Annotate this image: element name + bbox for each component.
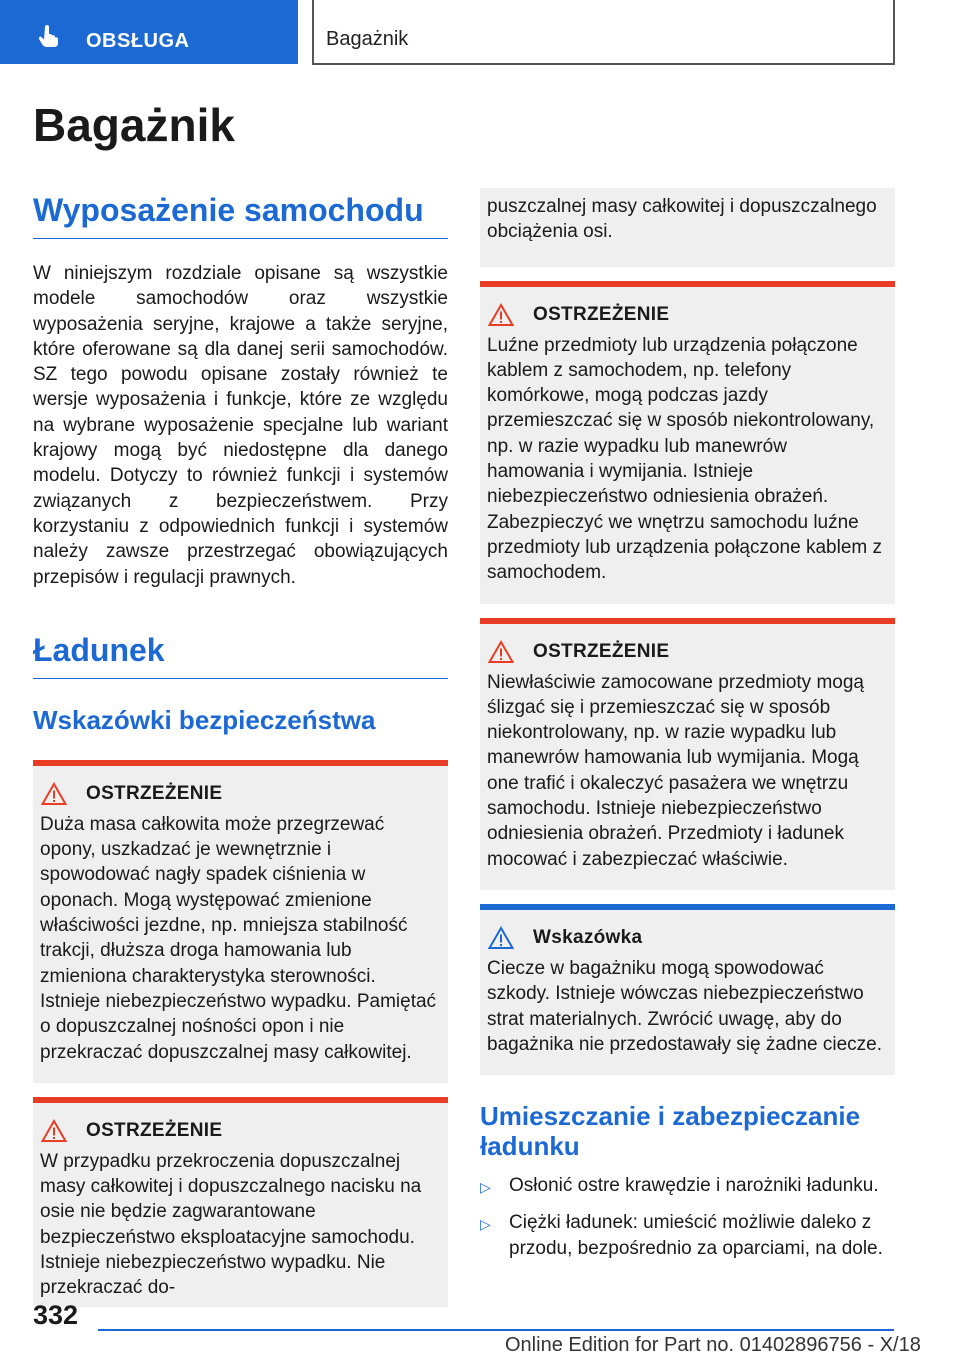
equipment-paragraph: W niniejszym rozdziale opisane są wszystkie modele samochodów oraz wszystkie wyposażenia seryjne, krajowe a także seryjne, które oferowane są dla danej serii samochodów. SZ tego powodu opisane zostały również te wersje wyposażenia i funkcje, które ze względu na wybrane wyposażenie specjalne lub wariant krajowy mogą być niedostępne dla danego modelu. Dotyczy to również funkcji i systemów związanych z bezpieczeństwem. Przy korzystaniu z odpowiednich funkcji i systemów należy zawsze przestrzegać obowiązujących przepisów i regulacji prawnych. xyxy=(33,263,448,588)
warning-triangle-icon xyxy=(41,1119,67,1143)
footer-rule xyxy=(98,1329,894,1331)
warning-box xyxy=(480,618,895,890)
warning-title: OSTRZEŻENIE xyxy=(86,782,223,804)
warning-box-continuation xyxy=(480,188,895,267)
warning-box xyxy=(480,281,895,604)
hand-pointer-icon xyxy=(38,25,60,47)
footer-edition: Online Edition for Part no. 01402896756 - X/18 xyxy=(505,1334,921,1356)
list-item-text: Ciężki ładunek: umieścić możliwie daleko z przodu, bezpośrednio za oparciami, na dole. xyxy=(509,1212,883,1259)
warning-title: OSTRZEŻENIE xyxy=(533,640,670,662)
section-heading-cargo: Ładunek xyxy=(33,630,448,679)
warning-text: W przypadku przekroczenia dopuszczalnej masy całkowitej i dopuszczalnego nacisku na osie nie będzie zagwarantowane bezpieczeństwo eksploatacyjne samochodu. Istnieje niebezpieczeństwo wypadku. Nie przekraczać do- xyxy=(40,1150,422,1299)
note-box xyxy=(480,904,895,1075)
warning-triangle-icon xyxy=(488,640,514,664)
list-item xyxy=(480,1210,895,1261)
warning-triangle-icon xyxy=(488,303,514,327)
warning-box xyxy=(33,1097,448,1307)
stowing-list xyxy=(480,1173,895,1261)
list-item xyxy=(480,1173,895,1200)
section-tab[interactable] xyxy=(0,0,298,64)
header-divider xyxy=(893,0,895,64)
header-underline xyxy=(312,63,895,65)
note-text: Ciecze w bagażniku mogą spowodować szkody. Istnieje wówczas niebezpieczeństwo strat materialnych. Zwrócić uwagę, aby do bagażnika nie przedostawały się żadne ciecze. xyxy=(487,957,883,1055)
warning-title: OSTRZEŻENIE xyxy=(533,303,670,325)
section-heading-equipment: Wyposażenie samochodu xyxy=(33,190,448,239)
right-column xyxy=(480,188,895,1271)
warning-text-continuation: puszczalnej masy całkowitej i dopuszczalnego obciążenia osi. xyxy=(487,196,877,243)
left-column xyxy=(33,190,448,1307)
warning-text: Luźne przedmioty lub urządzenia połączone kablem z samochodem, np. telefony komórkowe, mogą podczas jazdy przemieszczać się w sposób niekontrolowany, np. w razie wypadku lub manewrów hamowania i wymijania. Istnieje niebezpieczeństwo odniesienia obrażeń. Zabezpieczyć we wnętrzu samochodu luźne przedmioty lub urządzenia połączone kablem z samochodem. xyxy=(487,334,882,584)
list-item-text: Osłonić ostre krawędzie i narożniki ładunku. xyxy=(509,1175,879,1197)
subsection-heading-safety: Wskazówki bezpieczeństwa xyxy=(33,704,376,735)
section-label: OBSŁUGA xyxy=(86,30,190,52)
bullet-triangle-icon: ▷ xyxy=(480,1216,491,1233)
note-title: Wskazówka xyxy=(533,926,643,948)
page-number: 332 xyxy=(33,1300,79,1330)
page-title: Bagażnik xyxy=(33,99,235,151)
header-divider xyxy=(312,0,314,64)
warning-text: Niewłaściwie zamocowane przedmioty mogą ślizgać się i przemieszczać się w sposób niekontrolowany, np. w razie wypadku lub manewrów hamowania lub wymijania. Mogą one trafić i okaleczyć pasażera we wnętrzu samochodu. Istnieje niebezpieczeństwo odniesienia obrażeń. Przedmioty i ładunek mocować i zabezpieczać właściwie. xyxy=(487,671,864,870)
warning-box xyxy=(33,760,448,1083)
chapter-label: Bagażnik xyxy=(326,28,409,50)
warning-title: OSTRZEŻENIE xyxy=(86,1119,223,1141)
subsection-heading-stowing: Umieszczanie i zabezpieczanie ładunku xyxy=(480,1101,861,1162)
bullet-triangle-icon: ▷ xyxy=(480,1179,491,1196)
warning-triangle-icon xyxy=(41,782,67,806)
warning-text: Duża masa całkowita może przegrzewać opony, uszkadzać je wewnętrznie i spowodować nagły spadek ciśnienia w oponach. Mogą występować zmienione właściwości jezdne, np. mniejsza stabilność trakcji, dłuższa droga hamowania lub zmieniona charakterystyka sterowności. Istnieje niebezpieczeństwo wypadku. Pamiętać o dopuszczalnej nośności opon i nie przekraczać dopuszczalnej masy całkowitej. xyxy=(40,813,437,1063)
note-triangle-icon xyxy=(488,926,514,950)
